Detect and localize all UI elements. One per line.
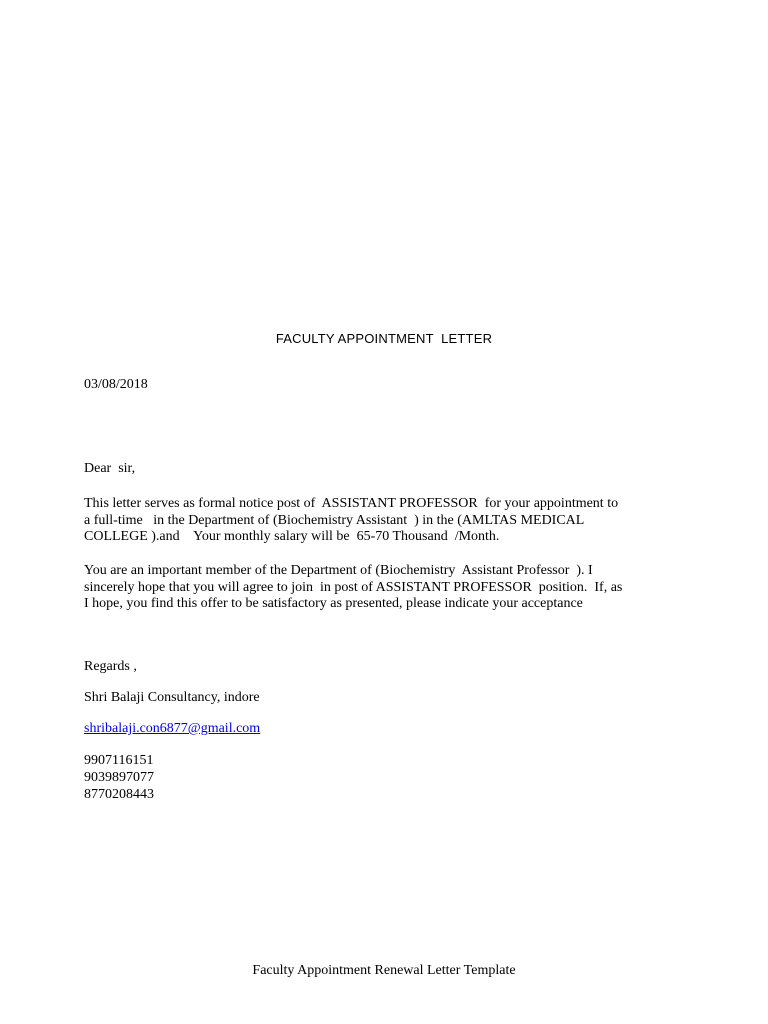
paragraph-line: I hope, you find this offer to be satisfactory as presented, please indicate your acceptance [84,596,583,611]
phone-number: 9039897077 [84,770,154,785]
letter-title: FACULTY APPOINTMENT LETTER [275,331,493,346]
footer-caption: Faculty Appointment Renewal Letter Template [252,963,516,978]
paragraph-appointment-notice [84,496,694,546]
email-link[interactable]: shribalaji.con6877@gmail.com [84,721,261,736]
paragraph-line: You are an important member of the Department of (Biochemistry Assistant Professor ). I [84,563,593,578]
signature: Shri Balaji Consultancy, indore [84,690,260,705]
paragraph-acceptance-request [84,563,694,613]
closing: Regards , [84,659,137,674]
paragraph-line: a full-time in the Department of (Biochemistry Assistant ) in the (AMLTAS MEDICAL [84,512,585,528]
paragraph-line: This letter serves as formal notice post of ASSISTANT PROFESSOR for your appointment to [84,496,619,511]
paragraph-line: sincerely hope that you will agree to join in post of ASSISTANT PROFESSOR position. If, as [84,579,623,595]
paragraph-line: COLLEGE ).and Your monthly salary will be 65-70 Thousand /Month. [84,529,500,544]
salutation: Dear sir, [84,461,136,476]
phone-number: 9907116151 [84,753,154,768]
phone-number: 8770208443 [84,787,154,802]
phone-list [84,752,154,803]
letter-date: 03/08/2018 [84,377,148,392]
